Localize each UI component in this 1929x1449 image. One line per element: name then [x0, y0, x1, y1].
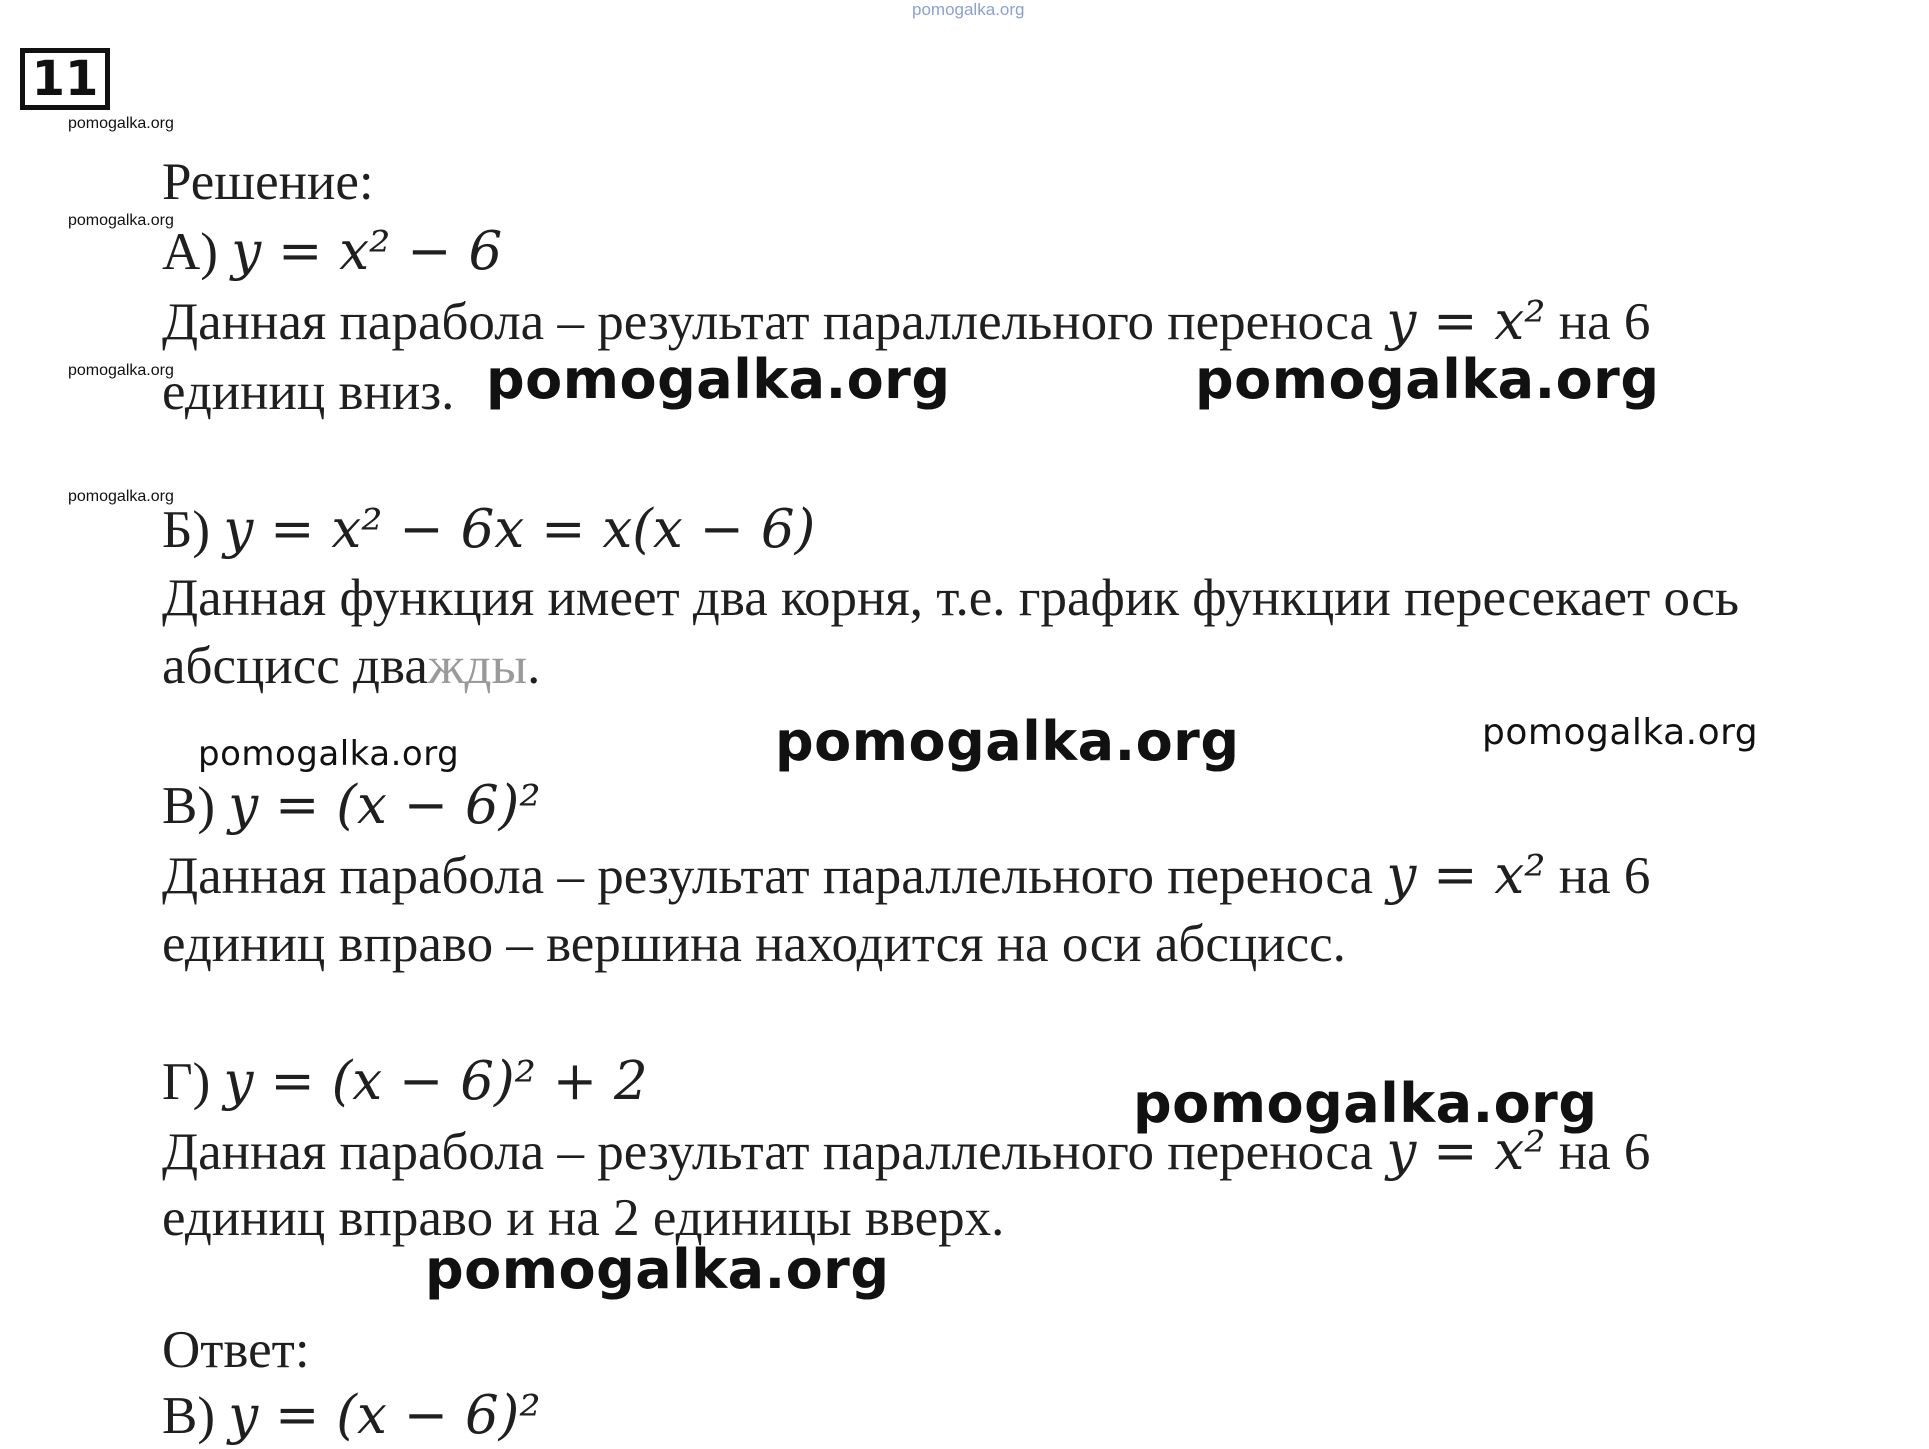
part-d-formula: y = (x − 6)² + 2 [223, 1051, 648, 1112]
part-d-text-formula: y = x² [1386, 1121, 1546, 1182]
part-a-text-line2: единиц вниз. [162, 363, 455, 421]
answer-formula: y = (x − 6)² [228, 1385, 541, 1446]
part-d-text-line1 [162, 1122, 1650, 1182]
part-a-text-line1 [162, 292, 1650, 352]
watermark-medium: pomogalka.org [1482, 712, 1759, 753]
watermark-medium: pomogalka.org [198, 734, 460, 774]
part-a-text-formula: y = x² [1386, 291, 1546, 352]
part-c-text-formula: y = x² [1386, 845, 1546, 906]
part-c-text-post: на 6 [1545, 847, 1651, 905]
part-a-text-post: на 6 [1545, 293, 1651, 351]
part-c-formula: y = (x − 6)² [228, 775, 541, 836]
watermark-small: pomogalka.org [68, 488, 174, 505]
watermark-large: pomogalka.org [425, 1238, 890, 1301]
part-c-header [162, 776, 541, 836]
watermark-small: pomogalka.org [68, 115, 174, 132]
watermark-small: pomogalka.org [68, 362, 174, 379]
part-d-header [162, 1052, 648, 1112]
part-b-text-end: . [527, 637, 541, 695]
part-a-formula: y = x² − 6 [231, 221, 503, 282]
part-d-text-line2: единиц вправо и на 2 единицы вверх. [162, 1189, 1005, 1247]
answer-label: В) [162, 1387, 215, 1445]
part-b-formula: y = x² − 6x = x(x − 6) [223, 499, 816, 560]
part-d-text-post: на 6 [1545, 1123, 1651, 1181]
watermark-large: pomogalka.org [486, 348, 951, 411]
part-b-header [162, 500, 815, 560]
watermark-small: pomogalka.org [68, 212, 174, 229]
part-b-text-line1: Данная функция имеет два корня, т.е. график функции пересекает ось [162, 569, 1740, 627]
watermark-large: pomogalka.org [1195, 348, 1660, 411]
part-b-text-faded: жды [427, 637, 528, 695]
watermark-top: pomogalka.org [912, 0, 1025, 19]
part-c-label: В) [162, 777, 215, 835]
task-number: 11 [20, 48, 110, 110]
part-b-label: Б) [162, 501, 211, 559]
part-c-text-pre: Данная парабола – результат параллельного переноса [162, 847, 1387, 905]
part-a-text-pre: Данная парабола – результат параллельного переноса [162, 293, 1387, 351]
part-d-text-pre: Данная парабола – результат параллельного переноса [162, 1123, 1387, 1181]
watermark-large: pomogalka.org [775, 710, 1240, 773]
part-a-header [162, 222, 502, 282]
watermark-large: pomogalka.org [1133, 1072, 1598, 1135]
answer-heading: Ответ: [162, 1321, 310, 1379]
answer-line [162, 1386, 541, 1446]
part-d-label: Г) [162, 1053, 211, 1111]
part-b-text-a: абсцисс два [162, 637, 428, 695]
part-c-text-line1 [162, 846, 1650, 906]
part-b-text-line2 [162, 636, 540, 696]
solution-heading: Решение: [162, 153, 374, 211]
part-a-label: А) [162, 223, 218, 281]
part-c-text-line2: единиц вправо – вершина находится на оси абсцисс. [162, 915, 1346, 973]
